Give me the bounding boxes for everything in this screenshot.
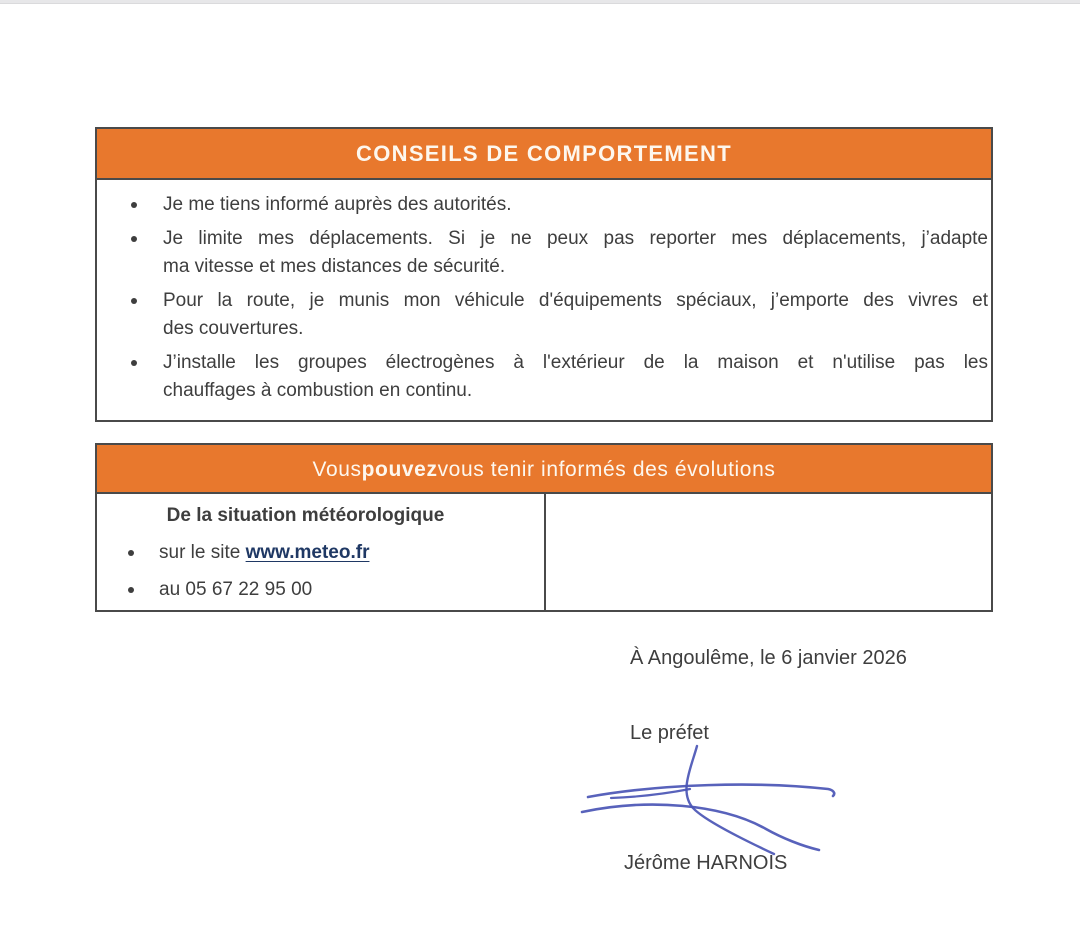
list-item (97, 287, 991, 343)
bullet-text: sur le site (159, 542, 246, 563)
cell-heading: De la situation météorologique (166, 505, 445, 526)
conseils-header (97, 129, 991, 180)
info-header (97, 445, 991, 494)
bullet-text: Je limite mes déplacements. Si je ne peux pas reporter mes déplacements, j’adapte (163, 228, 988, 249)
bullet-icon (131, 360, 137, 366)
bullet-icon (131, 236, 137, 242)
info-title-post: vous tenir informés des évolutions (437, 457, 776, 481)
bullet-icon (131, 298, 137, 304)
meteo-link[interactable]: www.meteo.fr (245, 542, 370, 563)
signer-role: Le préfet (630, 722, 709, 744)
bullet-text: des couvertures. (163, 318, 304, 339)
signature-scribble (560, 736, 860, 864)
info-title-pre: Vous (312, 457, 362, 481)
list-item (97, 578, 544, 602)
list-item (97, 541, 544, 565)
list-item (97, 225, 991, 281)
list-item (97, 349, 991, 405)
info-title-bold: pouvez (361, 457, 438, 481)
bullet-icon (128, 550, 134, 556)
bullet-text: Je me tiens informé auprès des autorités. (163, 194, 512, 215)
bullet-text: au 05 67 22 95 00 (159, 579, 313, 600)
conseils-body (97, 180, 991, 420)
info-table (97, 494, 991, 610)
window-top-edge (0, 0, 1080, 4)
conseils-box (95, 127, 993, 422)
dateline: À Angoulême, le 6 janvier 2026 (630, 647, 907, 669)
bullet-text: Pour la route, je munis mon véhicule d'équipements spéciaux, j’emporte des vivres et (163, 290, 988, 311)
info-box (95, 443, 993, 612)
bullet-text: chauffages à combustion en continu. (163, 380, 473, 401)
signer-name: Jérôme HARNOIS (624, 852, 788, 874)
info-cell-left (97, 494, 546, 610)
bullet-icon (131, 202, 137, 208)
bullet-text: J’installe les groupes électrogènes à l'extérieur de la maison et n'utilise pas les (163, 352, 988, 373)
bullet-text: ma vitesse et mes distances de sécurité. (163, 256, 506, 277)
conseils-title: CONSEILS DE COMPORTEMENT (356, 140, 732, 166)
bullet-icon (128, 587, 134, 593)
info-cell-right (546, 494, 991, 610)
list-item (97, 191, 991, 219)
